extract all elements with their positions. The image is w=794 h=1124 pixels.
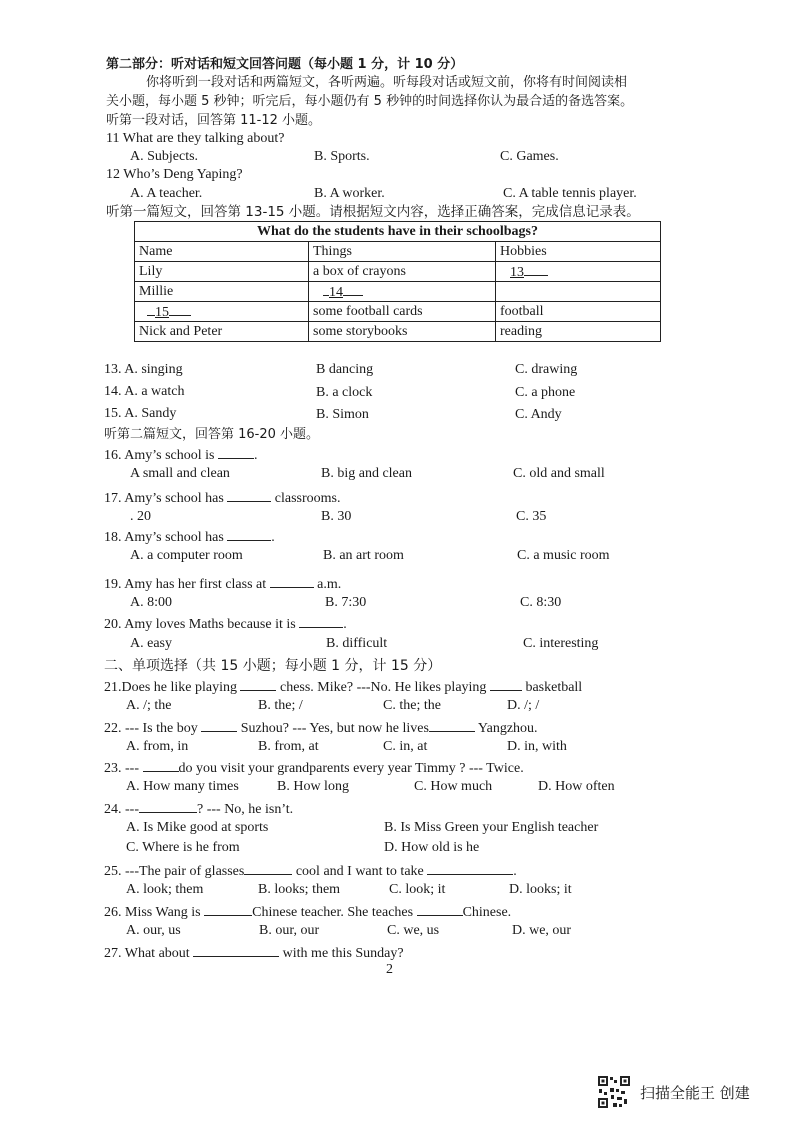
q15-option-a: 15. A. Sandy [104,406,177,421]
q23-stem [104,758,524,778]
q24-part2: ? --- No, he isn’t. [197,802,294,817]
blank-line [227,527,271,541]
q17-text: 17. Amy’s school has [104,491,224,506]
qr-code-icon [597,1075,631,1109]
q11-stem: 11 What are they talking about? [106,131,285,146]
q20-stem [104,614,347,634]
cell-things: a box of crayons [309,262,496,282]
q17-option-c: C. 35 [516,509,547,524]
q13-option-a: 13. A. singing [104,362,183,377]
blank-13: 13 [510,265,524,280]
q26-part1: 26. Miss Wang is [104,905,201,920]
cell-hobbies [496,282,661,302]
q18-option-a: A. a computer room [130,548,243,563]
q24-option-a: A. Is Mike good at sports [126,820,269,835]
q19-text: 19. Amy has her first class at [104,577,267,592]
blank-line [139,799,197,813]
table-row [135,282,661,302]
blank-line [524,262,548,276]
q19-option-b: B. 7:30 [325,595,367,610]
blank-line [244,861,292,875]
q20-option-b: B. difficult [326,636,388,651]
q25-part3: . [513,864,517,879]
q16-stem [104,445,257,465]
col-header-hobbies: Hobbies [496,242,661,262]
q20-text: 20. Amy loves Maths because it is [104,617,296,632]
q16-option-a: A small and clean [130,466,230,481]
q18-option-c: C. a music room [517,548,610,563]
q22-option-b: B. from, at [258,739,319,754]
q22-part1: 22. --- Is the boy [104,721,198,736]
blank-line [201,718,237,732]
q23-part2: do you visit your grandparents every year Timmy ? --- Twice. [178,761,524,776]
table-row [135,322,661,342]
blank-line [417,902,463,916]
cell-things: some storybooks [309,322,496,342]
q26-part3: Chinese. [462,905,512,920]
q24-stem [104,799,293,819]
blank-line [299,614,343,628]
blank-line [343,282,363,296]
q25-part1: 25. ---The pair of glasses [104,864,245,879]
cell-name: Nick and Peter [135,322,309,342]
q12-option-b: B. A worker. [314,186,385,201]
q22-option-a: A. from, in [126,739,189,754]
q22-option-c: C. in, at [383,739,428,754]
table-header-row [135,242,661,262]
q16-option-b: B. big and clean [321,466,412,481]
q26-option-b: B. our, our [259,923,320,938]
col-header-name: Name [135,242,309,262]
table-caption: What do the students have in their schoolbags? [135,222,661,242]
blank-line [429,718,475,732]
q20-end: . [343,617,347,632]
q25-option-d: D. looks; it [509,882,572,897]
q16-option-c: C. old and small [513,466,605,481]
blank-line [218,445,254,459]
cell-name-blank [135,302,309,322]
q11-option-c: C. Games. [500,149,559,164]
blank-line [240,677,276,691]
section2-heading: 二、单项选择（共 15 小题；每小题 1 分，计 15 分） [104,658,442,674]
q19-option-a: A. 8:00 [130,595,172,610]
intro-line-2: 关小题，每小题 5 秒钟；听完后，每小题仍有 5 秒钟的时间选择你认为最合适的备选答案。 [106,94,634,109]
passage1-instruction: 听第一篇短文，回答第 13-15 小题。请根据短文内容，选择正确答案，完成信息记录表。 [106,204,640,220]
q12-stem: 12 Who’s Deng Yaping? [106,167,243,182]
q14-option-b: B. a clock [316,385,373,400]
q18-option-b: B. an art room [323,548,404,563]
q21-part3: basketball [525,680,583,695]
q21-option-a: A. /; the [126,698,172,713]
q26-stem [104,902,511,922]
q27-part1: 27. What about [104,946,190,961]
blank-line [490,677,522,691]
passage2-instruction: 听第二篇短文，回答第 16-20 小题。 [104,427,320,442]
blank-14: 14 [329,285,343,300]
q23-option-a: A. How many times [126,779,239,794]
info-record-table [134,221,661,342]
q18-stem [104,527,275,547]
q24-option-c: C. Where is he from [126,840,240,855]
q23-part1: 23. --- [104,761,139,776]
q25-option-c: C. look; it [389,882,446,897]
blank-line [143,758,179,772]
q15-option-c: C. Andy [515,407,562,422]
q11-option-b: B. Sports. [314,149,370,164]
q22-stem [104,718,538,738]
q25-stem [104,861,517,881]
col-header-things: Things [309,242,496,262]
blank-line [270,574,314,588]
q20-option-a: A. easy [130,636,172,651]
q24-option-d: D. How old is he [384,840,480,855]
blank-line [147,302,155,316]
blank-line [427,861,513,875]
q26-option-a: A. our, us [126,923,181,938]
dialogue-instruction: 听第一段对话，回答第 11-12 小题。 [106,113,322,128]
q19-end: a.m. [317,577,342,592]
q21-option-b: B. the; / [258,698,303,713]
q18-text: 18. Amy’s school has [104,530,224,545]
q13-option-b: B dancing [316,362,374,377]
blank-line [169,302,191,316]
cell-things-blank [309,282,496,302]
q27-part2: with me this Sunday? [282,946,404,961]
q24-option-b: B. Is Miss Green your English teacher [384,820,599,835]
q26-option-d: D. we, our [512,923,572,938]
q26-option-c: C. we, us [387,923,440,938]
blank-line [204,902,252,916]
q22-part3: Yangzhou. [477,721,538,736]
blank-15: 15 [155,305,169,320]
q11-option-a: A. Subjects. [130,149,199,164]
q19-option-c: C. 8:30 [520,595,562,610]
cell-name: Millie [135,282,309,302]
table-row [135,302,661,322]
part2-heading: 第二部分：听对话和短文回答问题（每小题 1 分，计 10 分） [106,57,464,72]
q12-option-a: A. A teacher. [130,186,203,201]
q21-part1: 21.Does he like playing [104,680,237,695]
q23-option-c: C. How much [414,779,493,794]
q25-option-b: B. looks; them [258,882,341,897]
q23-option-b: B. How long [277,779,349,794]
q24-part1: 24. --- [104,802,139,817]
cell-hobbies: football [496,302,661,322]
q21-option-d: D. /; / [507,698,540,713]
q22-option-d: D. in, with [507,739,567,754]
q17-option-b: B. 30 [321,509,352,524]
cell-hobbies: reading [496,322,661,342]
cell-things: some football cards [309,302,496,322]
cell-name: Lily [135,262,309,282]
q17-stem [104,488,341,508]
q19-stem [104,574,341,594]
q16-end: . [253,448,258,463]
q13-option-c: C. drawing [515,362,578,377]
q23-option-d: D. How often [538,779,615,794]
q14-option-a: 14. A. a watch [104,384,185,399]
q21-stem [104,677,582,697]
blank-line [227,488,271,502]
q20-option-c: C. interesting [523,636,599,651]
page-number: 2 [386,962,393,977]
q18-end: . [271,530,275,545]
q27-stem [104,943,404,963]
table-row [135,262,661,282]
blank-line [193,943,279,957]
q17-option-a: . 20 [130,509,151,524]
q21-option-c: C. the; the [383,698,441,713]
q22-part2: Suzhou? --- Yes, but now he lives [240,721,429,736]
intro-line-1: 你将听到一段对话和两篇短文，各听两遍。听每段对话或短文前，你将有时间阅读相 [146,75,628,90]
q14-option-c: C. a phone [515,385,576,400]
q16-text: 16. Amy’s school is [104,448,215,463]
q26-part2: Chinese teacher. She teaches [252,905,414,920]
scanner-credit: 扫描全能王 创建 [640,1084,750,1102]
q15-option-b: B. Simon [316,407,369,422]
cell-hobbies-blank [496,262,661,282]
q17-end: classrooms. [274,491,341,506]
q12-option-c: C. A table tennis player. [503,186,637,201]
q21-part2: chess. Mike? ---No. He likes playing [279,680,487,695]
q25-option-a: A. look; them [126,882,204,897]
q25-part2: cool and I want to take [295,864,424,879]
